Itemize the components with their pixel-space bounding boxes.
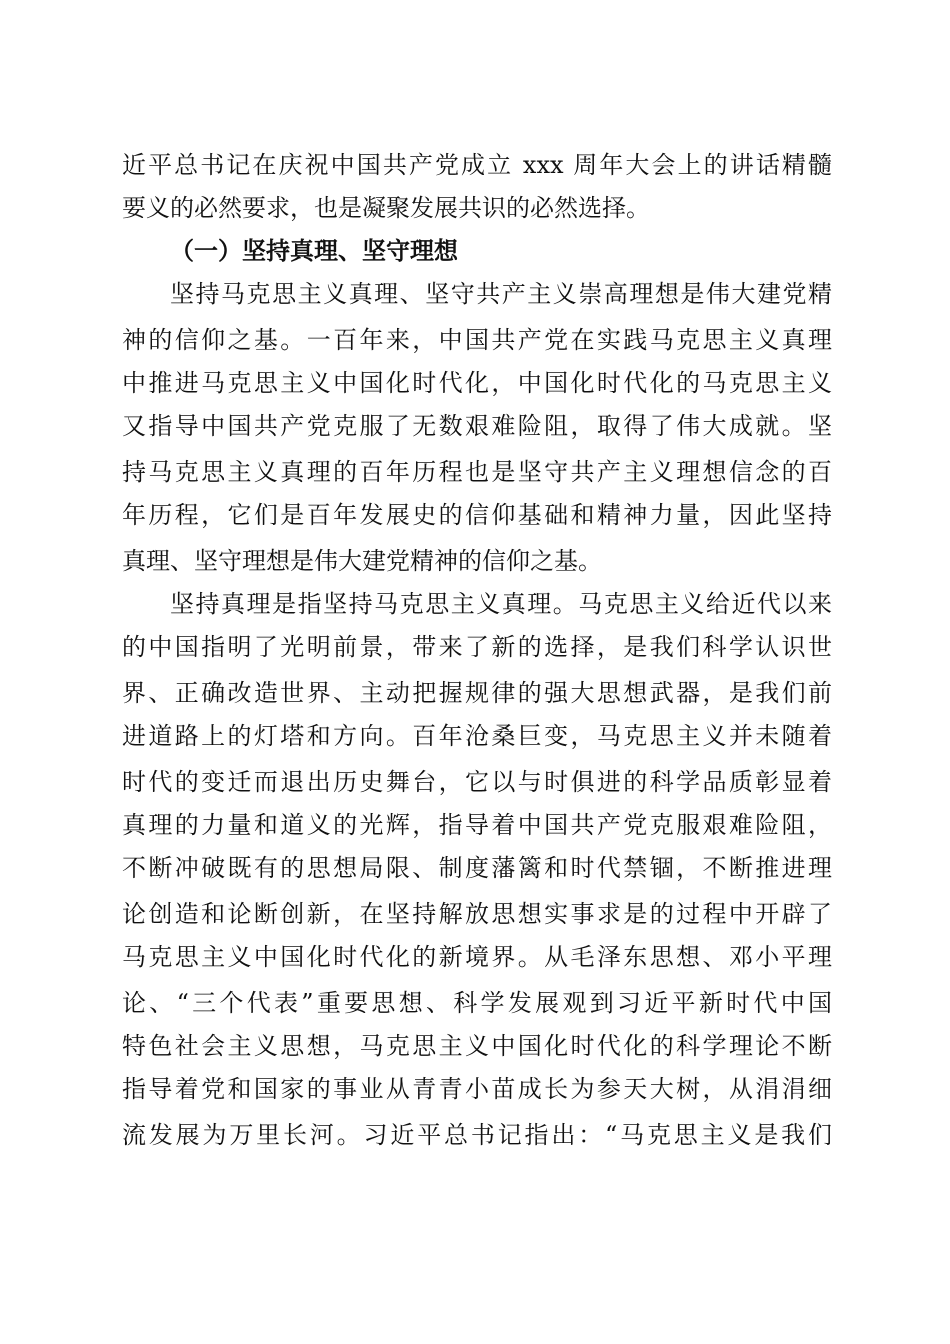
text-line: 不断冲破既有的思想局限、制度藩篱和时代禁锢，不断推进理 <box>122 854 832 882</box>
text-line: 神的信仰之基。一百年来，中国共产党在实践马克思主义真理 <box>122 326 832 354</box>
text-line: 指导着党和国家的事业从青青小苗成长为参天大树，从涓涓细 <box>122 1075 832 1103</box>
paragraph-first-line: 坚持真理是指坚持马克思主义真理。马克思主义给近代以来 <box>170 590 832 618</box>
text-line: 持马克思主义真理的百年历程也是坚守共产主义理想信念的百 <box>122 458 832 486</box>
text-line: 近平总书记在庆祝中国共产党成立 xxx 周年大会上的讲话精髓 <box>122 151 832 179</box>
text-line: 进道路上的灯塔和方向。百年沧桑巨变，马克思主义并未随着 <box>122 722 832 750</box>
text-line: 又指导中国共产党克服了无数艰难险阻，取得了伟大成就。坚 <box>122 412 832 440</box>
text-line: 真理、坚守理想是伟大建党精神的信仰之基。 <box>122 547 602 575</box>
text-line: 特色社会主义思想，马克思主义中国化时代化的科学理论不断 <box>122 1032 832 1060</box>
text-line: 中推进马克思主义中国化时代化，中国化时代化的马克思主义 <box>122 369 832 397</box>
text-line: 要义的必然要求，也是凝聚发展共识的必然选择。 <box>122 194 650 222</box>
text-line: 论、“三个代表”重要思想、科学发展观到习近平新时代中国 <box>122 989 832 1017</box>
text-line: 流发展为万里长河。习近平总书记指出：“马克思主义是我们 <box>122 1121 832 1149</box>
text-line: 的中国指明了光明前景，带来了新的选择，是我们科学认识世 <box>122 633 832 661</box>
text-line: 时代的变迁而退出历史舞台，它以与时俱进的科学品质彰显着 <box>122 768 832 796</box>
text-line: 界、正确改造世界、主动把握规律的强大思想武器，是我们前 <box>122 679 832 707</box>
text-line: 马克思主义中国化时代化的新境界。从毛泽东思想、邓小平理 <box>122 943 832 971</box>
text-line: 论创造和论断创新，在坚持解放思想实事求是的过程中开辟了 <box>122 900 832 928</box>
paragraph-first-line: 坚持马克思主义真理、坚守共产主义崇高理想是伟大建党精 <box>170 280 832 308</box>
section-heading: （一）坚持真理、坚守理想 <box>170 237 458 265</box>
text-line: 年历程，它们是百年发展史的信仰基础和精神力量，因此坚持 <box>122 501 832 529</box>
text-line: 真理的力量和道义的光辉，指导着中国共产党克服艰难险阻， <box>122 811 832 839</box>
